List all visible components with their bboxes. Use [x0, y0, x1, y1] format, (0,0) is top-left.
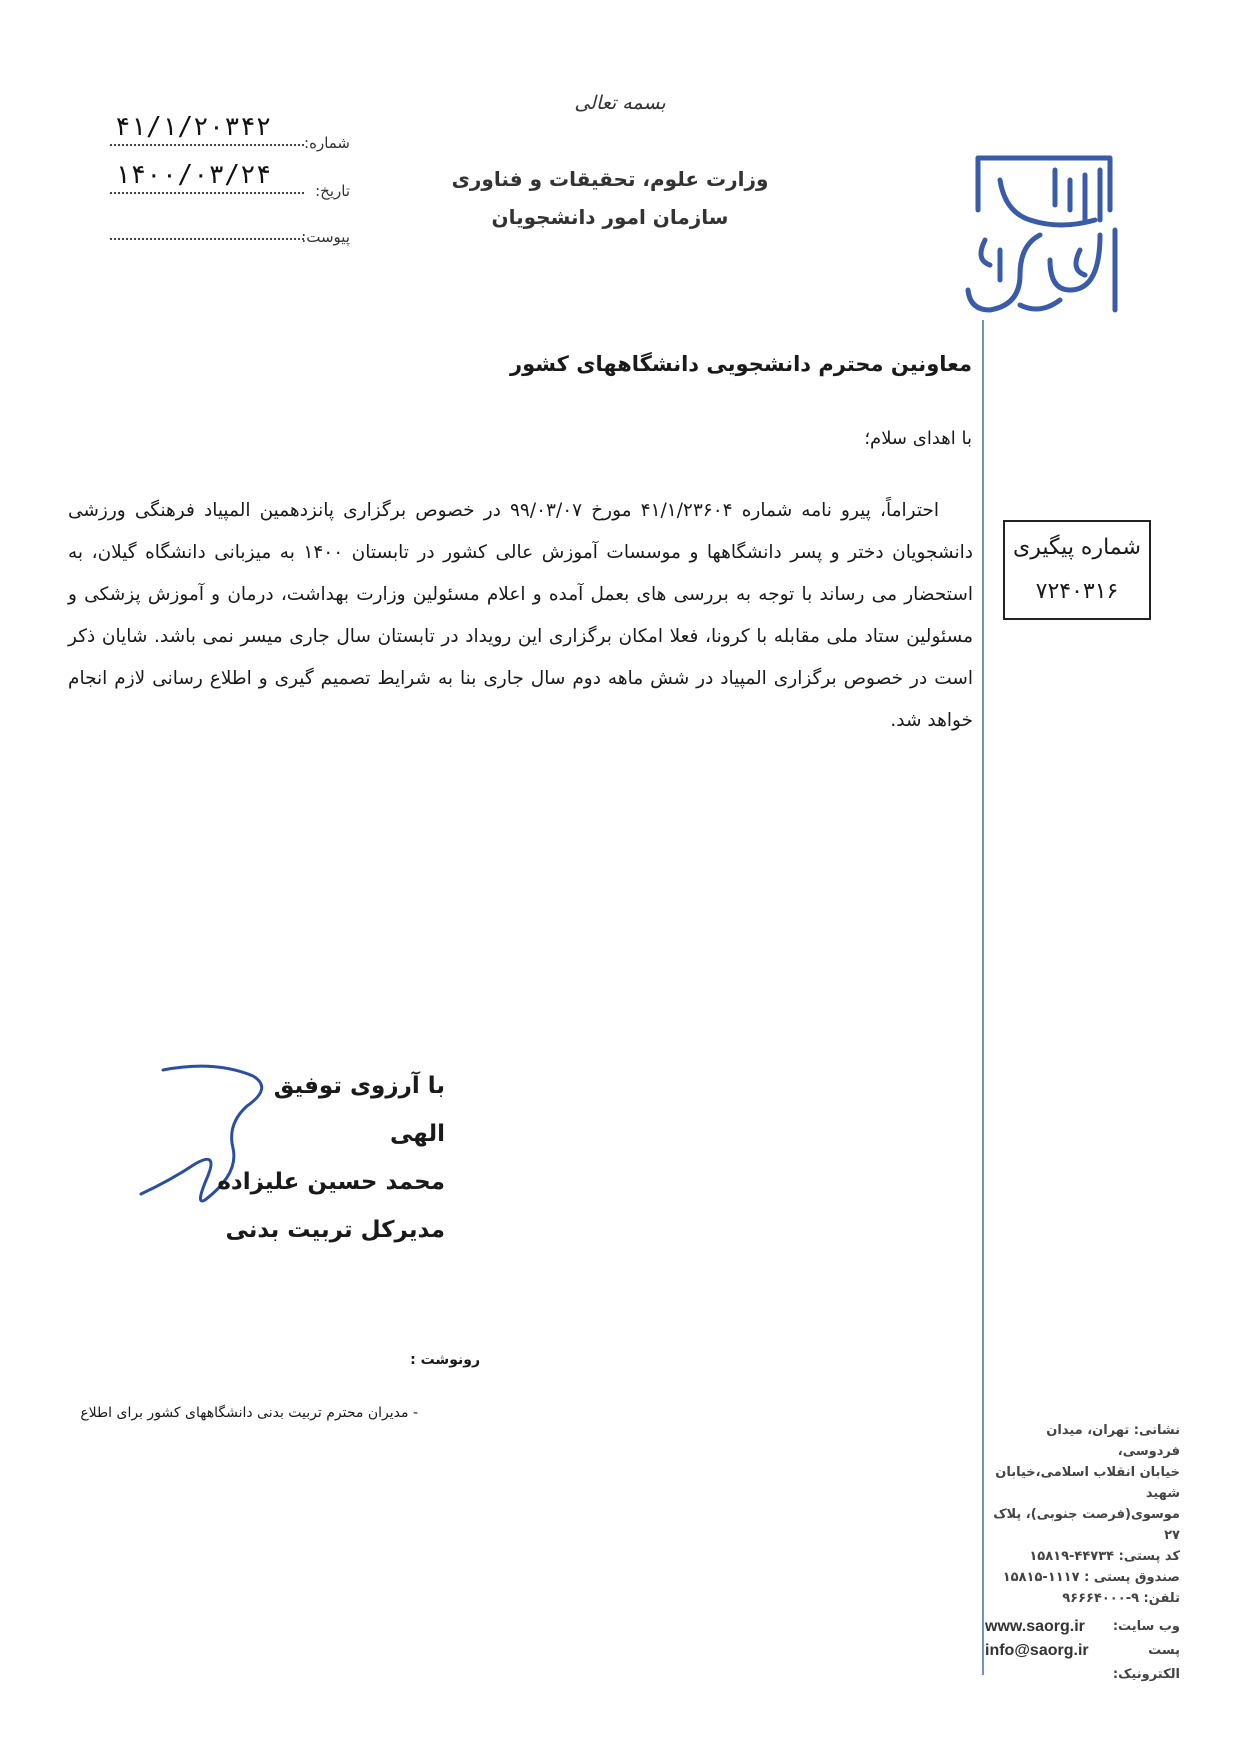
address-line: خیابان انقلاب اسلامی،خیابان شهید: [995, 1465, 1180, 1501]
ministry-name: وزارت علوم، تحقیقات و فناوری: [451, 167, 769, 191]
recipient-line: معاونین محترم دانشجویی دانشگاههای کشور: [510, 352, 972, 376]
website-label: وب سایت:: [1112, 1619, 1180, 1634]
dotted-line: [110, 238, 304, 240]
letterhead-title: [440, 160, 780, 236]
letter-number-value: ۴۱/۱/۲۰۳۴۲: [114, 112, 272, 142]
closing-phrase: با آرزوی توفیق الهی: [273, 1073, 445, 1147]
margin-rule: [982, 320, 984, 1675]
email-label: پست الکترونیک:: [1112, 1643, 1180, 1682]
postal-code-line: کد پستی: ۴۴۷۳۴-۱۵۸۱۹: [1029, 1549, 1180, 1564]
greeting-line: با اهدای سلام؛: [864, 428, 972, 449]
attachment-field: [110, 228, 350, 248]
footer-contact: [985, 1615, 1180, 1687]
dotted-line: [110, 144, 304, 146]
website-row: [985, 1615, 1180, 1639]
attachment-label: پیوست:: [301, 228, 350, 246]
signatory-name: محمد حسین علیزاده: [217, 1169, 445, 1195]
letter-body: احتراماً، پیرو نامه شماره ۴۱/۱/۲۳۶۰۴ مورخ ۹۹/۰۳/۰۷ در خصوص برگزاری پانزدهمین المپیاد فرهنگی ورزشی دانشجویان دختر و پسر دانشگاهها و موسسات آموزش عالی کشور در تابستان ۱۴۰۰ به میزبانی دانشگاه گیلان، به استحضار می رساند با توجه به بررسی های بعمل آمده و اعلام مسئولین وزارت بهداشت، درمان و آموزش پزشکی و مسئولین ستاد ملی مقابله با کرونا، فعلا امکان برگزاری این رویداد در تابستان سال جاری میسر نمی باشد. شایان ذکر است در خصوص برگزاری المپیاد در شش ماهه دوم سال جاری بنا به شرایط تصمیم گیری و اطلاع رسانی لازم انجام خواهد شد.: [68, 500, 974, 731]
letter-date-label: تاریخ:: [315, 182, 350, 200]
address-line: نشانی: تهران، میدان فردوسی،: [1046, 1423, 1180, 1459]
email-row: [985, 1639, 1180, 1687]
tracking-number-box: [1003, 520, 1151, 620]
signature-block: [215, 1062, 445, 1254]
cc-line: - مدیران محترم تربیت بدنی دانشگاههای کشور برای اطلاع: [80, 1405, 418, 1421]
cc-title: رونوشت :: [410, 1352, 480, 1368]
letter-date-value: ۱۴۰۰/۰۳/۲۴: [114, 160, 272, 190]
footer-address: [985, 1420, 1180, 1609]
letter-number-field: [110, 112, 350, 154]
tracking-label: شماره پیگیری: [1013, 535, 1141, 560]
tracking-value: ۷۲۴۰۳۱۶: [1035, 579, 1119, 604]
organization-name: سازمان امور دانشجویان: [491, 205, 729, 229]
signatory-title: مدیرکل تربیت بدنی: [225, 1217, 445, 1243]
address-line: موسوی(فرصت جنوبی)، پلاک ۲۷: [993, 1507, 1180, 1543]
letter-number-label: شماره:: [304, 134, 350, 152]
phone-line: تلفن: ۹-۹۶۶۶۴۰۰۰: [1062, 1591, 1180, 1606]
email-link[interactable]: info@saorg.ir: [985, 1642, 1089, 1659]
website-link[interactable]: www.saorg.ir: [985, 1618, 1085, 1635]
dotted-line: [110, 192, 304, 194]
letter-date-field: [110, 160, 350, 202]
basmala: بسمه تعالی: [574, 92, 666, 114]
organization-logo: [960, 150, 1130, 320]
po-box-line: صندوق پستی : ۱۱۱۷-۱۵۸۱۵: [1002, 1570, 1180, 1585]
